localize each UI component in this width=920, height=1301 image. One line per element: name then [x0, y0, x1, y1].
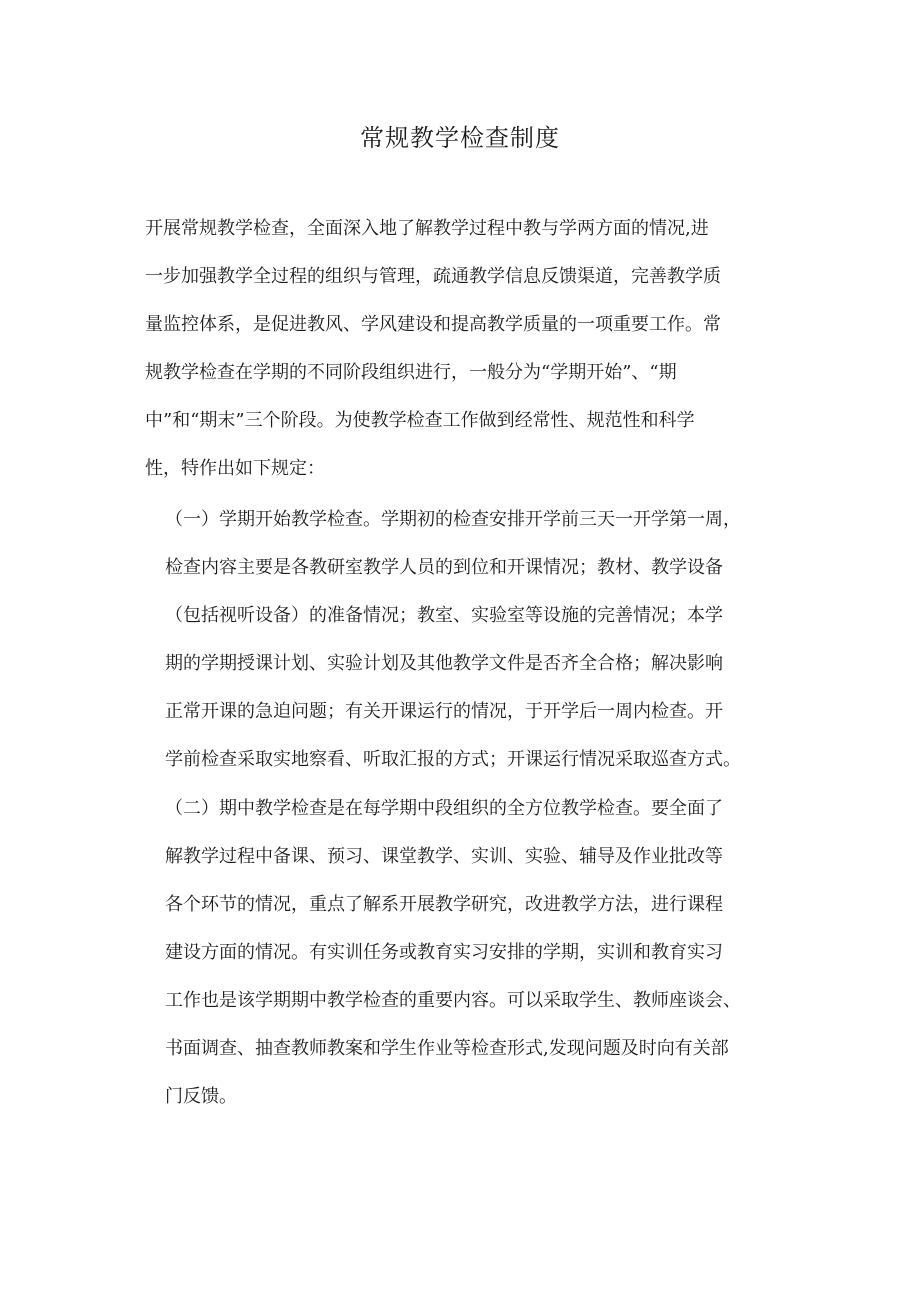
intro-line: 中”和“期末”三个阶段。为使教学检查工作做到经常性、规范性和科学 — [145, 410, 695, 431]
section1-line: 检查内容主要是各教研室教学人员的到位和开课情况；教材、教学设备 — [165, 557, 723, 578]
intro-line: 一步加强教学全过程的组织与管理，疏通教学信息反馈渠道，完善教学质 — [145, 266, 721, 287]
section2-line: 工作也是该学期期中教学检查的重要内容。可以采取学生、教师座谈会、 — [165, 990, 741, 1011]
section2-line: 建设方面的情况。有实训任务或教育实习安排的学期，实训和教育实习 — [165, 942, 723, 963]
document-title: 常规教学检查制度 — [360, 124, 560, 152]
intro-line: 规教学检查在学期的不同阶段组织进行，一般分为“学期开始”、“期 — [145, 362, 677, 383]
section2-line: 书面调查、抽查教师教案和学生作业等检查形式,发现问题及时向有关部 — [165, 1038, 729, 1059]
section2-line: 门反馈。 — [165, 1086, 237, 1107]
section2-line: （二）期中教学检查是在每学期中段组织的全方位教学检查。要全面了 — [165, 798, 723, 819]
section1-line: 学前检查采取实地察看、听取汇报的方式；开课运行情况采取巡查方式。 — [165, 749, 741, 770]
intro-line: 性，特作出如下规定： — [145, 458, 325, 479]
section1-line: 正常开课的急迫问题；有关开课运行的情况，于开学后一周内检查。开 — [165, 701, 723, 722]
section1-line: （包括视听设备）的准备情况；教室、实验室等设施的完善情况；本学 — [165, 605, 723, 626]
intro-line: 开展常规教学检查，全面深入地了解教学过程中教与学两方面的情况,进 — [145, 218, 709, 239]
section1-line: （一）学期开始教学检查。学期初的检查安排开学前三天一开学第一周， — [165, 509, 741, 530]
section2-line: 各个环节的情况，重点了解系开展教学研究，改进教学方法，进行课程 — [165, 894, 723, 915]
intro-line: 量监控体系，是促进教风、学风建设和提高教学质量的一项重要工作。常 — [145, 314, 721, 335]
section1-line: 期的学期授课计划、实验计划及其他教学文件是否齐全合格；解决影响 — [165, 653, 723, 674]
section2-line: 解教学过程中备课、预习、课堂教学、实训、实验、辅导及作业批改等 — [165, 846, 723, 867]
